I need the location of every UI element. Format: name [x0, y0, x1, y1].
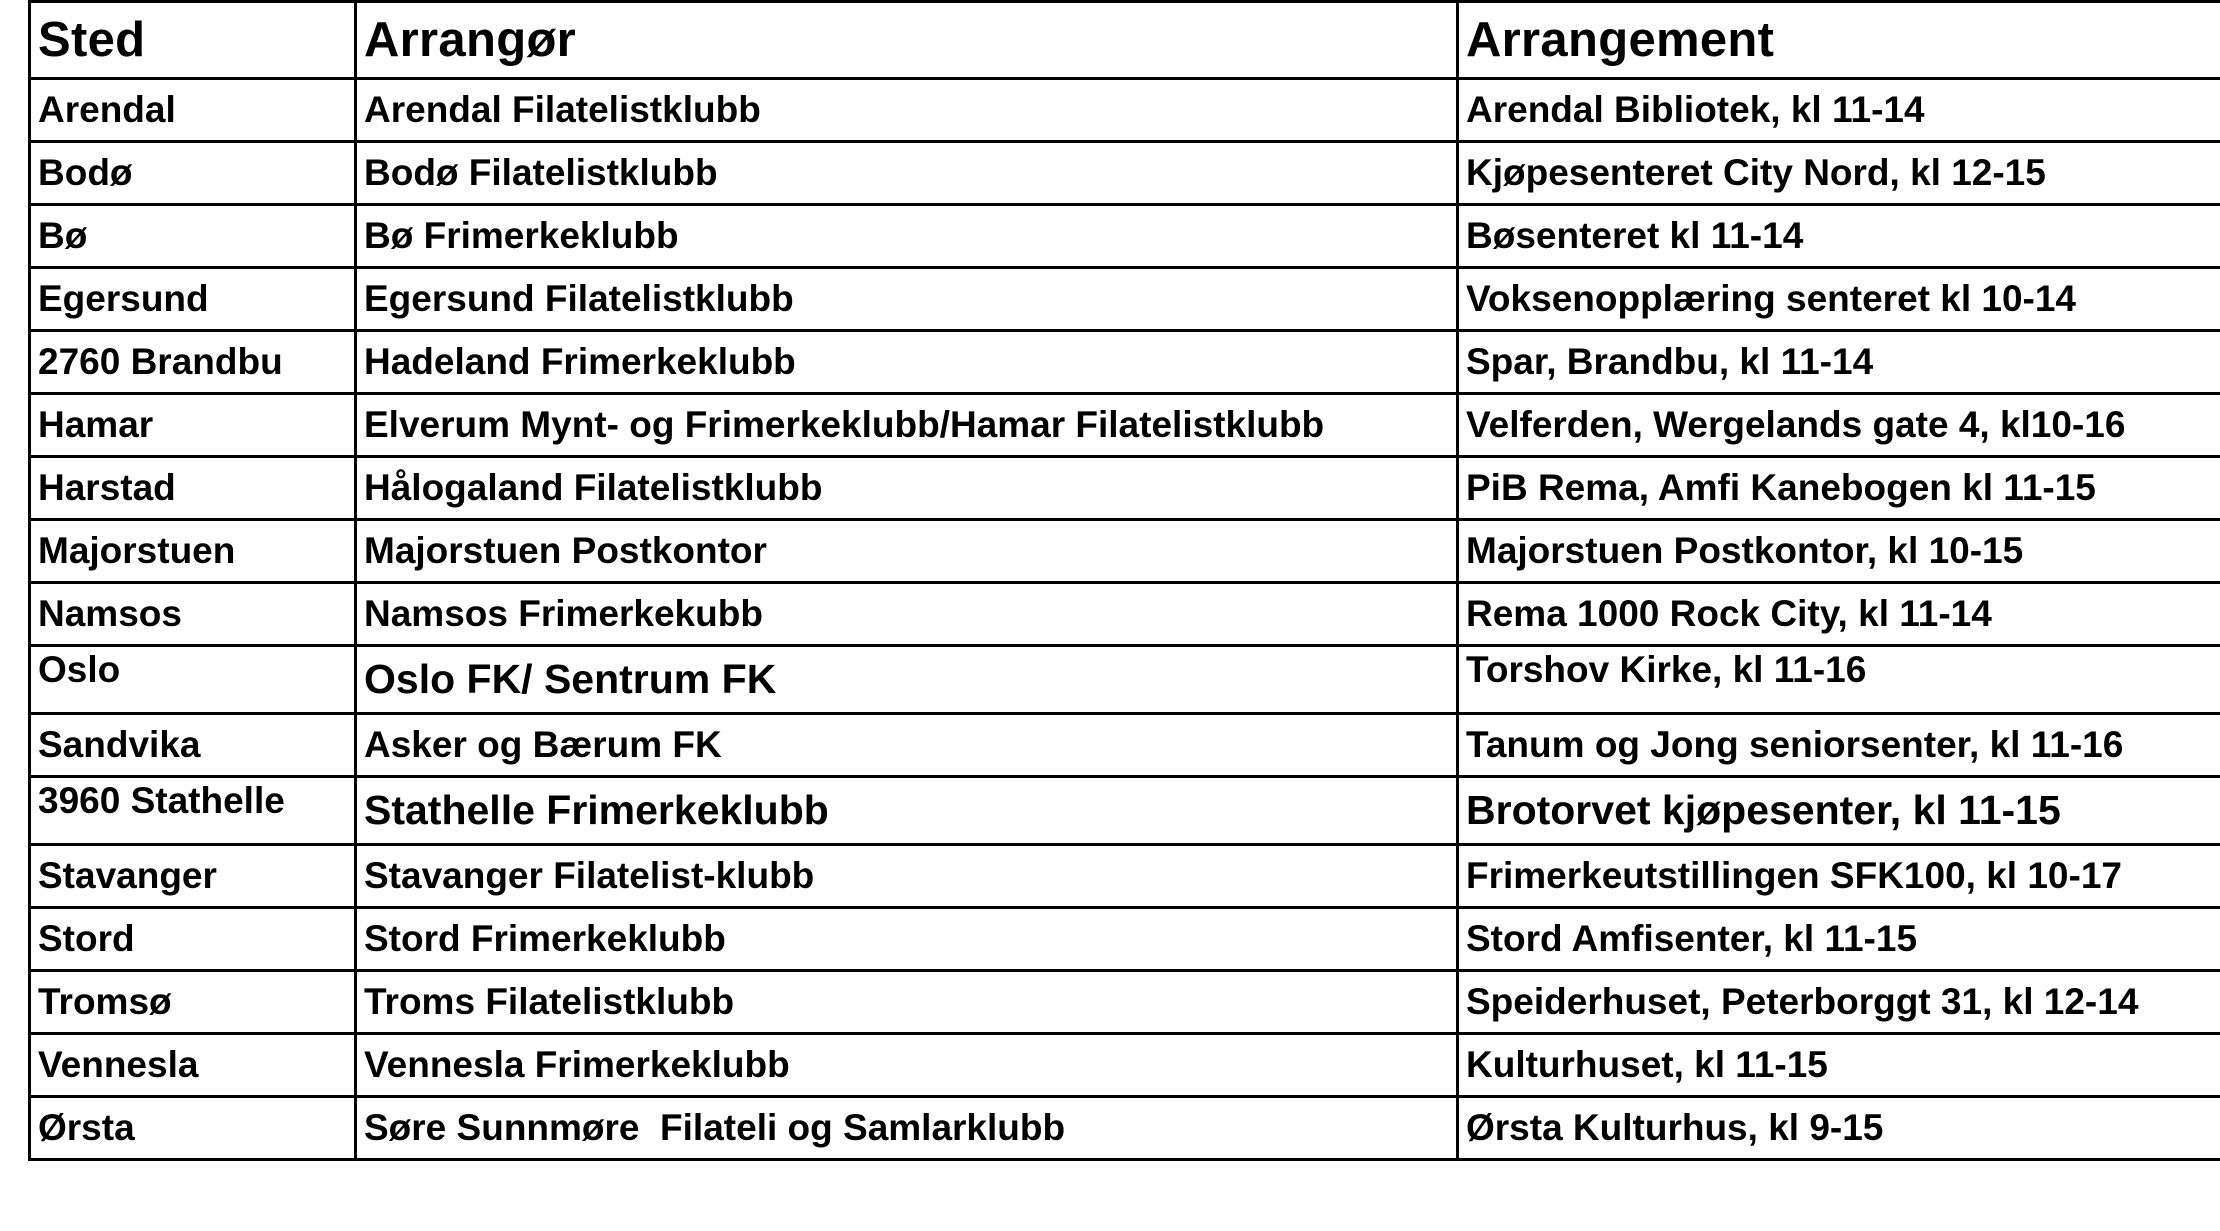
- cell-arrangement: Spar, Brandbu, kl 11-14: [1458, 331, 2220, 394]
- cell-sted: Oslo: [30, 646, 356, 714]
- table-row: [30, 520, 2220, 583]
- cell-arrangor: Asker og Bærum FK: [356, 714, 1458, 777]
- cell-arrangor: Egersund Filatelistklubb: [356, 268, 1458, 331]
- cell-sted: Sandvika: [30, 714, 356, 777]
- cell-arrangor: Oslo FK/ Sentrum FK: [356, 646, 1458, 714]
- header-arrangement: Arrangement: [1458, 2, 2220, 79]
- event-table-container: [28, 0, 2220, 1161]
- table-row: [30, 394, 2220, 457]
- cell-sted: Egersund: [30, 268, 356, 331]
- cell-arrangor: Elverum Mynt- og Frimerkeklubb/Hamar Filatelistklubb: [356, 394, 1458, 457]
- header-arrangor: Arrangør: [356, 2, 1458, 79]
- cell-sted: 2760 Brandbu: [30, 331, 356, 394]
- cell-arrangor: Stathelle Frimerkeklubb: [356, 777, 1458, 845]
- cell-arrangement: Rema 1000 Rock City, kl 11-14: [1458, 583, 2220, 646]
- table-row: [30, 1034, 2220, 1097]
- table-header-row: [30, 2, 2220, 79]
- cell-arrangor: Majorstuen Postkontor: [356, 520, 1458, 583]
- table-row: [30, 646, 2220, 714]
- table-row: [30, 79, 2220, 142]
- cell-sted: Arendal: [30, 79, 356, 142]
- cell-arrangement: Kjøpesenteret City Nord, kl 12-15: [1458, 142, 2220, 205]
- cell-arrangor: Arendal Filatelistklubb: [356, 79, 1458, 142]
- cell-arrangement: Bøsenteret kl 11-14: [1458, 205, 2220, 268]
- cell-arrangor: Hålogaland Filatelistklubb: [356, 457, 1458, 520]
- table-row: [30, 1097, 2220, 1160]
- cell-arrangement: Stord Amfisenter, kl 11-15: [1458, 908, 2220, 971]
- cell-sted: Bø: [30, 205, 356, 268]
- cell-sted: Ørsta: [30, 1097, 356, 1160]
- event-table: [28, 0, 2220, 1161]
- table-row: [30, 331, 2220, 394]
- cell-arrangor: Hadeland Frimerkeklubb: [356, 331, 1458, 394]
- cell-arrangor: Stord Frimerkeklubb: [356, 908, 1458, 971]
- cell-arrangement: Voksenopplæring senteret kl 10-14: [1458, 268, 2220, 331]
- cell-sted: Stord: [30, 908, 356, 971]
- cell-sted: Hamar: [30, 394, 356, 457]
- cell-arrangement: Torshov Kirke, kl 11-16: [1458, 646, 2220, 714]
- cell-arrangor: Søre Sunnmøre Filateli og Samlarklubb: [356, 1097, 1458, 1160]
- cell-arrangement: Brotorvet kjøpesenter, kl 11-15: [1458, 777, 2220, 845]
- table-row: [30, 777, 2220, 845]
- cell-arrangor: Namsos Frimerkekubb: [356, 583, 1458, 646]
- table-row: [30, 714, 2220, 777]
- table-row: [30, 845, 2220, 908]
- cell-arrangement: Speiderhuset, Peterborggt 31, kl 12-14: [1458, 971, 2220, 1034]
- cell-sted: Namsos: [30, 583, 356, 646]
- cell-sted: Bodø: [30, 142, 356, 205]
- cell-arrangor: Bø Frimerkeklubb: [356, 205, 1458, 268]
- cell-arrangor: Stavanger Filatelist-klubb: [356, 845, 1458, 908]
- cell-arrangement: Tanum og Jong seniorsenter, kl 11-16: [1458, 714, 2220, 777]
- table-row: [30, 457, 2220, 520]
- cell-arrangor: Vennesla Frimerkeklubb: [356, 1034, 1458, 1097]
- header-sted: Sted: [30, 2, 356, 79]
- table-row: [30, 908, 2220, 971]
- cell-sted: Harstad: [30, 457, 356, 520]
- cell-arrangement: Majorstuen Postkontor, kl 10-15: [1458, 520, 2220, 583]
- cell-sted: Stavanger: [30, 845, 356, 908]
- table-row: [30, 268, 2220, 331]
- cell-arrangor: Bodø Filatelistklubb: [356, 142, 1458, 205]
- table-row: [30, 971, 2220, 1034]
- cell-arrangement: Frimerkeutstillingen SFK100, kl 10-17: [1458, 845, 2220, 908]
- cell-sted: Vennesla: [30, 1034, 356, 1097]
- cell-arrangement: Ørsta Kulturhus, kl 9-15: [1458, 1097, 2220, 1160]
- cell-arrangor: Troms Filatelistklubb: [356, 971, 1458, 1034]
- table-row: [30, 583, 2220, 646]
- table-row: [30, 205, 2220, 268]
- cell-sted: Majorstuen: [30, 520, 356, 583]
- cell-arrangement: Arendal Bibliotek, kl 11-14: [1458, 79, 2220, 142]
- cell-sted: Tromsø: [30, 971, 356, 1034]
- cell-arrangement: Kulturhuset, kl 11-15: [1458, 1034, 2220, 1097]
- cell-sted: 3960 Stathelle: [30, 777, 356, 845]
- cell-arrangement: Velferden, Wergelands gate 4, kl10-16: [1458, 394, 2220, 457]
- table-row: [30, 142, 2220, 205]
- cell-arrangement: PiB Rema, Amfi Kanebogen kl 11-15: [1458, 457, 2220, 520]
